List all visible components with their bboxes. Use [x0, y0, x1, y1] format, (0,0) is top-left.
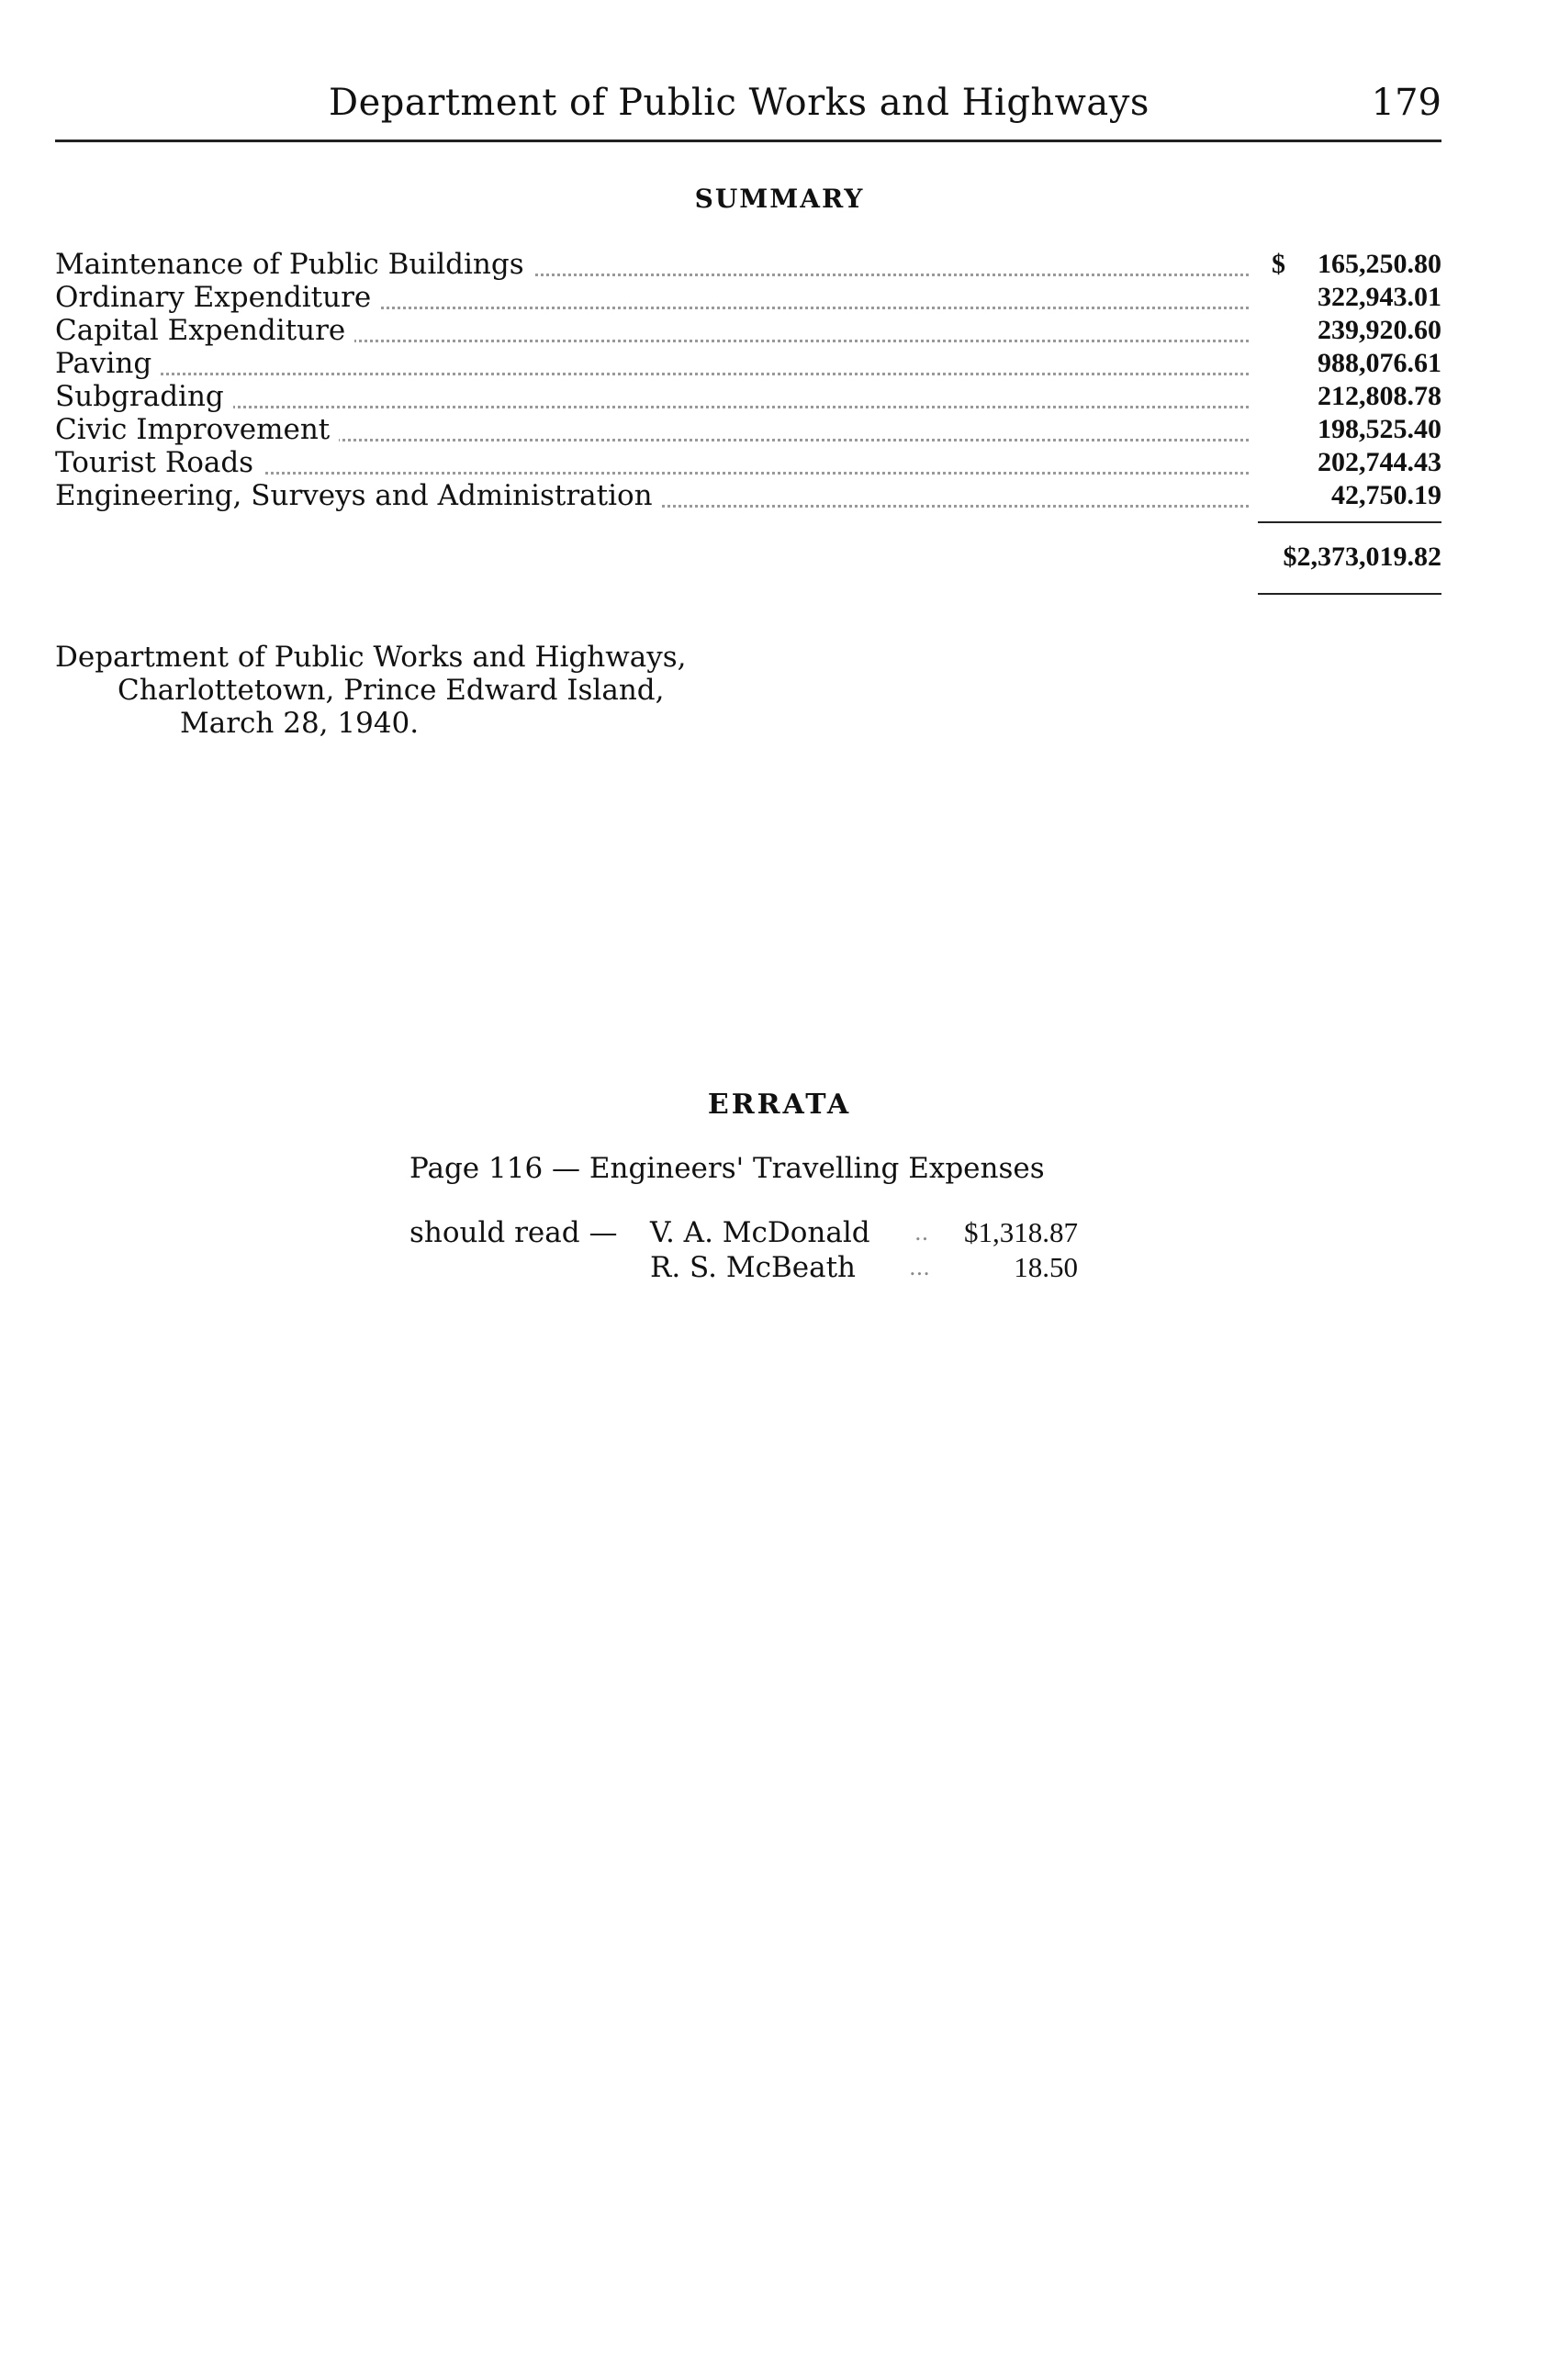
summary-row [55, 281, 1441, 314]
summary-total: $2,373,019.82 [1283, 542, 1441, 572]
summary-amount: 202,744.43 [1318, 447, 1441, 477]
errata-line [409, 1250, 1078, 1285]
errata-reference: Page 116 — Engineers' Travelling Expenses [409, 1152, 1045, 1185]
should-read-prefix: should read — [409, 1216, 618, 1249]
summary-amount: 198,525.40 [1318, 414, 1441, 444]
subtotal-rule [1258, 521, 1441, 523]
summary-row [55, 413, 1441, 446]
summary-label: Ordinary Expenditure [55, 281, 380, 314]
summary-label: Maintenance of Public Buildings [55, 248, 533, 281]
summary-table [55, 248, 1441, 512]
summary-heading: SUMMARY [694, 184, 865, 214]
address-line: Charlottetown, Prince Edward Island, [118, 674, 665, 707]
summary-amount: 322,943.01 [1318, 282, 1441, 312]
running-header [55, 75, 1441, 130]
header-title: Department of Public Works and Highways [329, 82, 1150, 124]
summary-label: Subgrading [55, 380, 233, 413]
dot-leader [55, 406, 1249, 408]
summary-label: Civic Improvement [55, 413, 339, 446]
errata-name: V. A. McDonald [650, 1216, 870, 1249]
summary-amount: 988,076.61 [1318, 348, 1441, 378]
address-block [55, 641, 687, 740]
address-line: March 28, 1940. [180, 707, 420, 740]
summary-label: Tourist Roads [55, 446, 263, 479]
summary-row [55, 479, 1441, 512]
errata-block [409, 1151, 1078, 1285]
errata-amount: $1,318.87 [964, 1216, 1078, 1248]
summary-row [55, 347, 1441, 380]
summary-row [55, 446, 1441, 479]
currency-symbol: $ [1272, 249, 1285, 279]
dot-leader: ... [909, 1255, 930, 1280]
page-number: 179 [1371, 82, 1441, 124]
errata-name: R. S. McBeath [650, 1251, 857, 1284]
dot-leader: .. [914, 1220, 929, 1246]
summary-amount: 239,920.60 [1318, 315, 1441, 345]
errata-line [409, 1215, 1078, 1250]
summary-amount: 42,750.19 [1331, 480, 1441, 510]
summary-label: Capital Expenditure [55, 314, 354, 347]
summary-row [55, 314, 1441, 347]
summary-row [55, 248, 1441, 281]
dot-leader [55, 373, 1249, 375]
summary-label: Engineering, Surveys and Administration [55, 479, 662, 512]
errata-heading: ERRATA [707, 1089, 852, 1121]
errata-amount: 18.50 [1014, 1251, 1078, 1283]
summary-label: Paving [55, 347, 161, 380]
header-rule [55, 140, 1441, 142]
total-rule [1258, 593, 1441, 595]
summary-row [55, 380, 1441, 413]
summary-amount: 212,808.78 [1318, 381, 1441, 411]
address-line: Department of Public Works and Highways, [55, 641, 687, 674]
summary-amount: 165,250.80 [1318, 249, 1441, 279]
